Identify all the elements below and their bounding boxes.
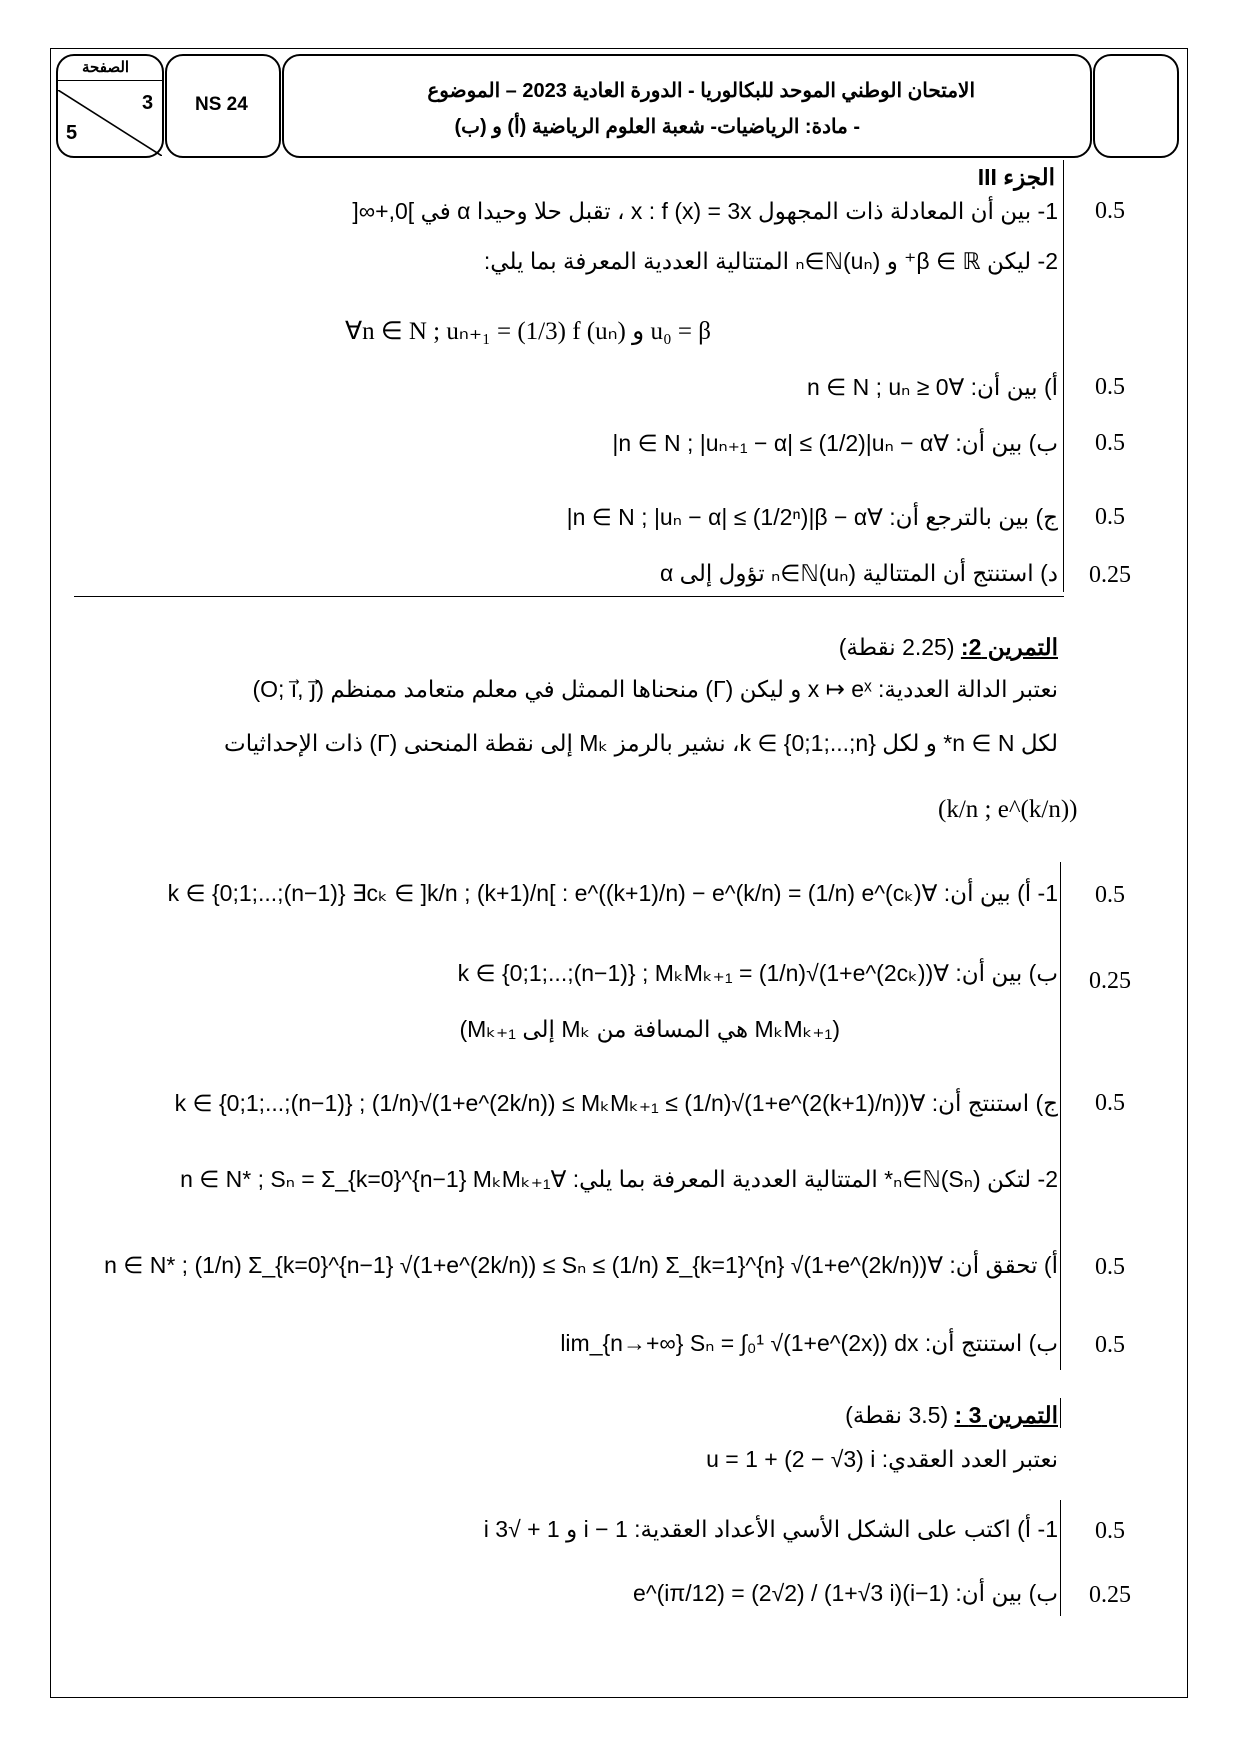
part3-qb-text: ب) بين أن: ∀n ∈ N ; |uₙ₊₁ − α| ≤ (1/2)|uₙ − α| xyxy=(612,430,1058,456)
ex2-q1a-score: 0.5 xyxy=(1095,882,1125,908)
ex2-title-label: التمرين 2: xyxy=(960,634,1058,660)
part3-q1-text: 1- بين أن المعادلة ذات المجهول x : f (x) = 3x ، تقبل حلا وحيدا α في ]0,+∞[ xyxy=(352,198,1058,224)
score-divider-ex2 xyxy=(1060,862,1061,1370)
ex2-title xyxy=(839,634,1058,661)
page-label-divider xyxy=(58,80,162,81)
page-current: 3 xyxy=(142,92,154,114)
ex3-title xyxy=(845,1402,1058,1429)
exam-title-box xyxy=(282,54,1092,158)
ex3-q1b-score: 0.25 xyxy=(1089,1582,1131,1608)
ex2-q2: 2- لتكن (Sₙ)ₙ∈ℕ* المتتالية العددية المعرفة بما يلي: ∀n ∈ N* ; Sₙ = Σ_{k=0}^{n−1} MₖMₖ₊₁ xyxy=(180,1166,1058,1192)
ex2-q2a-score: 0.5 xyxy=(1095,1254,1125,1280)
ex2-q1c: ج) استنتج أن: ∀k ∈ {0;1;...;(n−1)} ; (1/n)√(1+e^(2k/n)) ≤ MₖMₖ₊₁ ≤ (1/n)√(1+e^(2(k+1)/n)) xyxy=(174,1090,1058,1116)
part3-qd xyxy=(660,560,1058,587)
ex2-q1b-score: 0.25 xyxy=(1089,968,1131,994)
part3-qa xyxy=(807,374,1058,401)
part3-qb-score: 0.5 xyxy=(1095,430,1125,456)
ex2-q2b: ب) استنتج أن: lim_{n→+∞} Sₙ = ∫₀¹ √(1+e^(2x)) dx xyxy=(560,1330,1058,1356)
part3-qc-score: 0.5 xyxy=(1095,504,1125,530)
exam-title-line2: - مادة: الرياضيات- شعبة العلوم الرياضية (أ) و (ب) xyxy=(454,116,860,138)
part3-q2-formula: ∀n ∈ N ; uₙ₊₁ = (1/3) f (uₙ) و u₀ = β xyxy=(345,318,712,345)
part3-qb xyxy=(612,430,1058,457)
ex2-intro1: نعتبر الدالة العددية: x ↦ eˣ و ليكن (Γ) منحناها الممثل في معلم متعامد ممنظم (O; i⃗, j⃗) xyxy=(252,676,1058,702)
part3-separator xyxy=(74,596,1064,597)
ex3-points: (3.5 نقطة) xyxy=(845,1402,949,1428)
part3-q1-score: 0.5 xyxy=(1095,198,1125,224)
score-divider-ex3 xyxy=(1060,1500,1061,1616)
part3-qd-text: د) استنتج أن المتتالية (uₙ)ₙ∈ℕ تؤول إلى α xyxy=(659,560,1058,586)
ex2-coords: (k/n ; e^(k/n)) xyxy=(938,796,1078,823)
page-label: الصفحة xyxy=(82,59,130,76)
ex2-q1b: ب) بين أن: ∀k ∈ {0;1;...;(n−1)} ; MₖMₖ₊₁ = (1/n)√(1+e^(2cₖ)) xyxy=(457,960,1058,986)
exam-code: NS 24 xyxy=(195,94,248,115)
ex2-q1a: 1- أ) بين أن: ∀k ∈ {0;1;...;(n−1)} ∃cₖ ∈ ]k/n ; (k+1)/n[ : e^((k+1)/n) − e^(k/n) = (1/n) e^(cₖ) xyxy=(167,880,1058,906)
part3-qd-score: 0.25 xyxy=(1089,562,1131,588)
header-corner-box xyxy=(1093,54,1179,158)
ex3-side-line xyxy=(1060,1398,1061,1428)
score-divider-part3 xyxy=(1063,160,1064,592)
part3-qa-text: أ) بين أن: ∀n ∈ N ; uₙ ≥ 0 xyxy=(806,374,1058,400)
ex3-title-label: التمرين 3 : xyxy=(954,1402,1058,1428)
exam-title-line1: الامتحان الوطني الموحد للبكالوريا - الدورة العادية 2023 – الموضوع xyxy=(427,80,975,102)
ex2-q2a: أ) تحقق أن: ∀n ∈ N* ; (1/n) Σ_{k=0}^{n−1} √(1+e^(2k/n)) ≤ Sₙ ≤ (1/n) Σ_{k=1}^{n} √(1+e^(2k/n)) xyxy=(104,1252,1058,1278)
ex2-points: (2.25 نقطة) xyxy=(838,634,955,660)
page-total: 5 xyxy=(66,122,78,144)
part3-qc xyxy=(567,504,1058,531)
part3-q2 xyxy=(484,248,1058,275)
ex3-q1a-score: 0.5 xyxy=(1095,1518,1125,1544)
ex2-intro2: لكل n ∈ N* و لكل k ∈ {0;1;...;n}، نشير بالرمز Mₖ إلى نقطة المنحنى (Γ) ذات الإحداثيات xyxy=(224,730,1058,756)
ex2-q2b-score: 0.5 xyxy=(1095,1332,1125,1358)
ex3-q1a: 1- أ) اكتب على الشكل الأسي الأعداد العقدية: 1 − i و 1 + √3 i xyxy=(483,1516,1058,1542)
part3-qc-text: ج) بين بالترجع أن: ∀n ∈ N ; |uₙ − α| ≤ (1/2ⁿ)|β − α| xyxy=(566,504,1058,530)
ex2-q1c-score: 0.5 xyxy=(1095,1090,1125,1116)
ex2-q1b-note: (MₖMₖ₊₁ هي المسافة من Mₖ إلى Mₖ₊₁) xyxy=(459,1016,840,1042)
part3-qa-score: 0.5 xyxy=(1095,374,1125,400)
ex3-intro: نعتبر العدد العقدي: u = 1 + (2 − √3) i xyxy=(706,1446,1058,1472)
ex3-q1b: ب) بين أن: (1−i)(1+√3 i) / (2√2) = e^(iπ/12) xyxy=(633,1580,1058,1606)
part3-heading: الجزء III xyxy=(977,164,1055,190)
part3-q2-text: 2- ليكن β ∈ ℝ⁺ و (uₙ)ₙ∈ℕ المتتالية العددية المعرفة بما يلي: xyxy=(483,248,1058,274)
part3-q1 xyxy=(352,198,1058,225)
